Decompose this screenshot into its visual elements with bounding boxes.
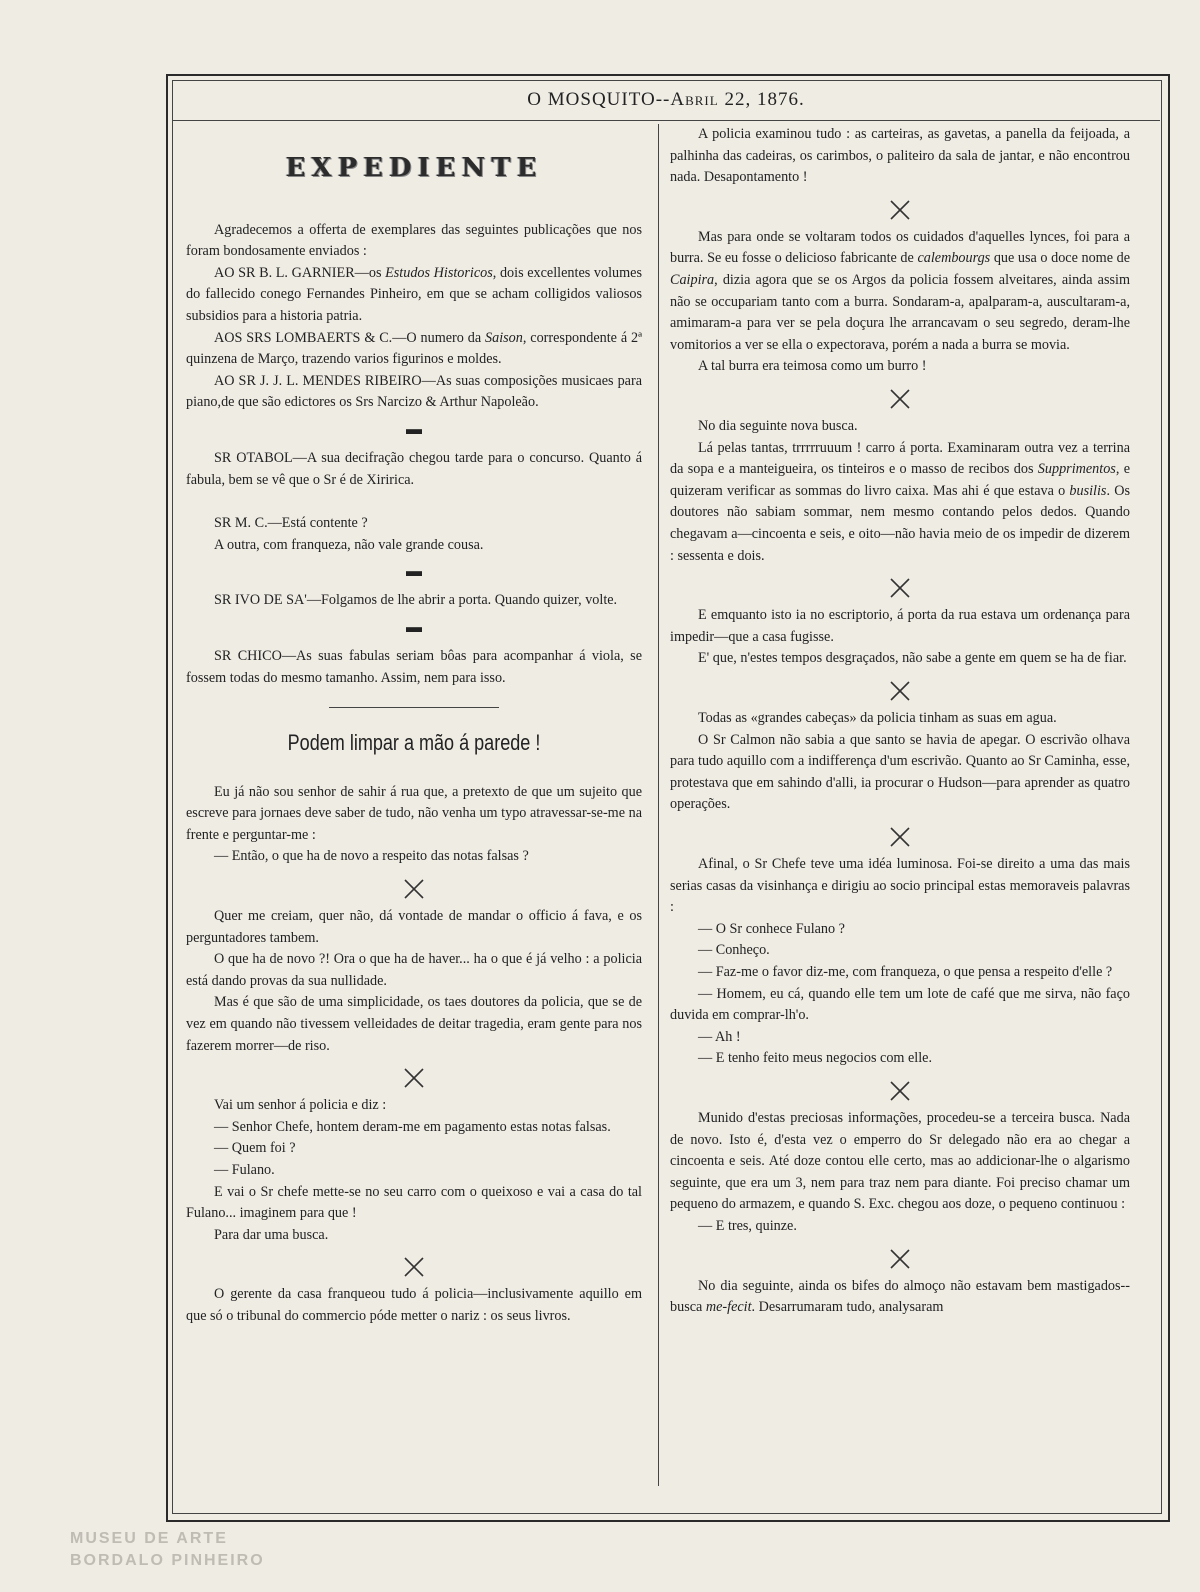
separator-dash: ▬ [406,563,422,581]
cross-separator-icon [670,1244,1130,1270]
paragraph: — Senhor Chefe, hontem deram-me em pagamento estas notas falsas. [214,1118,611,1135]
paragraph: O Sr Calmon não sabia a que santo se havia de apegar. O escrivão olhava para tudo aquillo com a indifferença d'um escrivão. Quanto ao Sr Caminha, esse, protestava que em sahindo d'alli, ia procurar o Hudson—para aprender as quatro operações. [670,731,1130,813]
separator-dash: ▬ [406,420,422,438]
paragraph: Agradecemos a offerta de exemplares das seguintes publicações que nos foram bondosamente enviados : [186,221,642,260]
cross-separator-icon [670,822,1130,848]
cross-separator-icon [670,195,1130,221]
separator-dash: ▬ [406,618,422,636]
paragraph: E' que, n'estes tempos desgraçados, não sabe a gente em quem se ha de fiar. [698,650,1127,667]
paragraph: Eu já não sou senhor de sahir á rua que, a pretexto de que um sujeito que escreve para jornaes deve saber de tudo, não venha um typo atravessar-se-me na frente e perguntar-me : [186,783,642,843]
paragraph: E vai o Sr chefe mette-se no seu carro com o queixoso e vai a casa do tal Fulano... imaginem para que ! [186,1183,642,1222]
paragraph: — Ah ! [698,1028,741,1045]
paragraph: AOS SRS LOMBAERTS & C.—O numero da Saison, correspondente á 2ª quinzena de Março, trazendo varios figurinos e moldes. [186,329,643,368]
paragraph: SR CHICO—As suas fabulas seriam bôas para acompanhar á viola, se fossem todas do mesmo tamanho. Assim, nem para isso. [186,647,642,686]
paragraph: SR IVO DE SA'—Folgamos de lhe abrir a porta. Quando quizer, volte. [214,592,618,609]
paragraph: — Quem foi ? [214,1140,296,1157]
paragraph: — E tres, quinze. [698,1217,797,1234]
paragraph: Para dar uma busca. [214,1226,329,1243]
paragraph: Mas para onde se voltaram todos os cuidados d'aquelles lynces, foi para a burra. Se eu fosse o delicioso fabricante de calembourgs que usa o doce nome de Caipira, dizia agora que se os Argos da policia fossem alveitares, ainda assim não se occupariam tanto com a burra. Sondaram-a, apalparam-a, auscultaram-a, amimaram-a para ver se pela doçura lhe arrancavam o seu segredo, deram-lhe vomitorios a ver se ella o expectorava, porém a nada a burra se movia. [670,228,1130,353]
paragraph: Todas as «grandes cabeças» da policia tinham as suas em agua. [698,710,1057,726]
paragraph: A tal burra era teimosa como um burro ! [698,358,927,375]
paragraph: SR OTABOL—A sua decifração chegou tarde para o concurso. Quanto á fabula, bem se vê que o Sr é de Xiririca. [186,449,642,488]
cross-separator-icon [670,1076,1130,1102]
paragraph: — Homem, eu cá, quando elle tem um lote de café que me sirva, não faço duvida em comprar-lh'o. [670,985,1130,1024]
cross-separator-icon [670,384,1130,410]
paragraph: Vai um senhor á policia e diz : [214,1097,387,1114]
paragraph: AO SR J. J. L. MENDES RIBEIRO—As suas composições musicaes para piano,de que são edictores os Srs Narcizo & Arthur Napoleão. [186,372,642,411]
paragraph: — Faz-me o favor diz-me, com franqueza, o que pensa a respeito d'elle ? [698,963,1113,980]
paragraph: — O Sr conhece Fulano ? [698,920,845,937]
issue-date: Abril 22, 1876. [670,89,805,110]
paragraph: E emquanto isto ia no escriptorio, á porta da rua estava um ordenança para impedir—que a casa fugisse. [670,607,1130,645]
paragraph: AO SR B. L. GARNIER—os Estudos Historicos, dois excellentes volumes do fallecido conego Fernandes Pinheiro, em que se acham colligidos valiosos subsidios para a historia patria. [186,264,642,324]
left-column [186,124,642,1328]
cross-separator-icon [186,1063,642,1089]
paragraph: Munido d'estas preciosas informações, procedeu-se a terceira busca. Nada de novo. Isto é, d'esta vez o emperro do Sr delegado não era ao chegar a cincoenta e seis. Até doze contou elle certo, mas ao addicionar-lhe o algarismo seguinte, que era um 3, nem para traz nem para diante. Foi preciso chamar um pequeno do armazem, e quando S. Exc. chegou aos doze, o pequeno continuou : [670,1109,1130,1213]
cross-separator-icon [186,1252,642,1278]
paragraph: — Fulano. [214,1162,275,1179]
cross-separator-icon [670,573,1130,599]
paragraph: No dia seguinte nova busca. [698,418,858,434]
paragraph: SR M. C.—Está contente ? [214,515,368,532]
paragraph: — Conheço. [698,942,770,959]
paragraph: Mas é que são de uma simplicidade, os taes doutores da policia, que se de vez em quando não tivessem velleidades de deitar tragedia, eram gente para nos fazerem morrer—de riso. [186,994,642,1054]
paragraph: Lá pelas tantas, trrrrruuum ! carro á porta. Examinaram outra vez a terrina da sopa e a manteigueira, os tinteiros e o masso de recibos dos Supprimentos, e quizeram verificar as sommas do livro caixa. Mas ahi é que estava o busilis. Os doutores não sabiam sommar, nem mesmo contando pelos dedos. Quando chegavam a—cincoenta e seis, e oito—não havia meio de os impedir de dizerem : sessenta e dois. [670,439,1130,564]
cross-separator-icon [670,676,1130,702]
page-header [172,80,1160,121]
paragraph: Afinal, o Sr Chefe teve uma idéa luminosa. Foi-se direito a uma das mais serias casas da visinhança e dirigiu ao socio principal estas memoraveis palavras : [670,856,1130,916]
section-rule [329,707,499,708]
paragraph: O que ha de novo ?! Ora o que ha de haver... ha o que é já velho : a policia está dando provas da sua nullidade. [186,951,642,989]
masthead: O MOSQUITO-- [527,89,671,110]
paragraph: No dia seguinte, ainda os bifes do almoço não estavam bem mastigados--busca me-fecit. Desarrumaram tudo, analysaram [670,1277,1130,1316]
cross-separator-icon [186,874,642,900]
paragraph: A policia examinou tudo : as carteiras, as gavetas, a panella da feijoada, a palhinha das cadeiras, os carimbos, o paliteiro da sala de jantar, e não encontrou nada. Desapontamento ! [670,126,1130,186]
right-column [670,124,1130,1319]
paragraph: — Então, o que ha de novo a respeito das notas falsas ? [214,848,529,865]
museum-stamp: MUSEU DE ARTE BORDALO PINHEIRO [70,1530,265,1569]
expediente-title: EXPEDIENTE [285,153,543,183]
paragraph: Quer me creiam, quer não, dá vontade de mandar o officio á fava, e os perguntadores tambem. [186,908,642,946]
paragraph: O gerente da casa franqueou tudo á policia—inclusivamente aquillo em que só o tribunal do commercio póde metter o nariz : os seus livros. [186,1286,642,1325]
article-title: Podem limpar a mão á parede ! [287,730,541,756]
paragraph: — E tenho feito meus negocios com elle. [698,1050,933,1067]
paragraph: A outra, com franqueza, não vale grande cousa. [214,536,484,553]
column-divider [658,124,659,1486]
